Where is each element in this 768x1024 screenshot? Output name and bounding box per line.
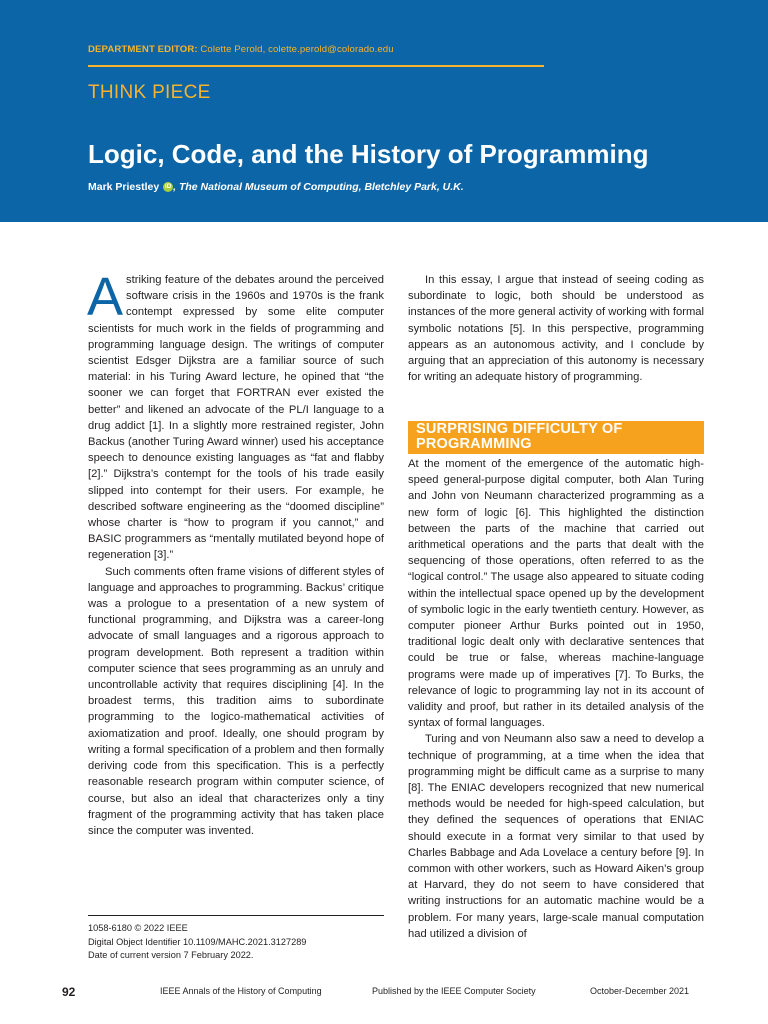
page-footer	[0, 985, 768, 1005]
right-column-body	[408, 456, 704, 942]
author-affiliation: , The National Museum of Computing, Bletchley Park, U.K.	[173, 181, 464, 193]
left-column	[87, 267, 384, 839]
journal-name: IEEE Annals of the History of Computing	[160, 986, 322, 996]
date-line: Date of current version 7 February 2022.	[88, 950, 254, 960]
intro-paragraph-text: striking feature of the debates around the perceived software crisis in the 1960s and 1970s is the frank contempt expressed by some elite computer scientists for much work in the fields of programming and programming language design. The writings of computer scientist Edsger Dijkstra are a familiar source of such material: in his Turing Award lecture, he opined that “the sooner we can forget that FORTRAN ever existed the better” and likened an advocate of the PL/I language to a drug addict [1]. In a slightly more restrained register, John Backus (another Turing Award winner) used his acceptance speech to denounce existing languages as “fat and flabby [2].” Dijkstra’s contempt for the tools of his trade easily slipped into contempt for their users. For example, he described software engineering as the “doomed discipline” whose charter is “how to program if you cannot,” and BASIC programmers as “mentally mutilated beyond hope of regeneration [3].”	[88, 274, 384, 562]
issue-date: October-December 2021	[590, 986, 690, 996]
footnote-divider	[88, 915, 384, 916]
orcid-icon[interactable]: iD	[164, 183, 172, 190]
publisher: Published by the IEEE Computer Society	[372, 986, 536, 996]
section-heading: SURPRISING DIFFICULTY OF PROGRAMMING	[408, 421, 704, 454]
article-title: Logic, Code, and the History of Programming	[88, 139, 649, 169]
body-paragraph: Turing and von Neumann also saw a need to develop a technique of programming, at a time when the idea that programming might be difficult came as a surprise to many [8]. The ENIAC developers recognized that new numerical methods would be needed for high-speed calculation, but they defined the sequences of operations that ENIAC should execute in a format very similar to that used by Charles Babbage and Ada Lovelace a century before [9]. In common with other workers, such as Howard Aiken’s group at Harvard, they do not seem to have considered that writing instructions for an automatic machine would be a problem. For many years, large-scale manual computation had utilized a division of	[408, 733, 704, 940]
department-editor-name: Colette Perold, colette.perold@colorado.edu	[200, 44, 394, 55]
doi-line: Digital Object Identifier 10.1109/MAHC.2021.3127289	[88, 936, 307, 947]
body-paragraph: At the moment of the emergence of the automatic high-speed general-purpose digital computer, both Alan Turing and John von Neumann characterized programming as a new form of logic [6]. This highlighted the distinction between the parts of the machine that carried out arithmetical operations and the parts that dealt with the sequencing of those operations, often referred to as the “logical control.” The usage also appeared to situate coding within the intellectual space opened up by the development of symbolic logic in the early twentieth century. However, as computer pioneer Arthur Burks pointed out in 1950, traditional logic dealt only with declarative sentences that could be true or false, whereas machine-language programs were made up of imperatives [7]. To Burks, the relevance of logic to programming lay not in its account of validity and proof, but rather in its detailed analysis of the syntax of formal languages.	[408, 458, 704, 730]
header-banner	[0, 0, 768, 222]
department-label: DEPARTMENT EDITOR:	[88, 44, 198, 55]
header-divider	[88, 65, 544, 67]
intro-paragraph	[87, 267, 384, 564]
drop-cap: A	[87, 267, 124, 327]
footnote	[88, 922, 384, 963]
page-number: 92	[62, 985, 76, 999]
issn-line: 1058-6180 © 2022 IEEE	[88, 923, 188, 933]
author-name: Mark Priestley	[88, 181, 160, 193]
thesis-paragraph: In this essay, I argue that instead of seeing coding as subordinate to logic, both should be understood as instances of the more general activity of working with formal symbolic notations [5]. In this perspective, programming appears as an autonomous activity, and I conclude by arguing that an appreciation of this autonomy is necessary for writing an adequate history of programming.	[408, 274, 704, 384]
section-label: THINK PIECE	[88, 82, 211, 103]
right-column-intro	[408, 272, 704, 385]
body-paragraph: Such comments often frame visions of different styles of language and approaches to programming. Backus’ critique was a prologue to a presentation of a new system of functional programming, and Dijkstra was a career-long advocate of small languages and a rigorous approach to program development. Both represent a tradition within computer science that sees programming as an unruly and uncontrollable activity that requires disciplining [4]. In the broadest terms, this tradition aims to subordinate programming to the logico-mathematical activities of axiomatization and proof. Ideally, one should program by writing a formal specification of a problem and then formally deriving code from this specification. This is a perfectly reasonable research program within computer science, of course, but also an ideal that characterizes only a tiny fragment of the programming activity that has taken place since the computer was invented.	[88, 565, 384, 837]
department-editor	[88, 44, 394, 55]
byline	[88, 181, 464, 193]
